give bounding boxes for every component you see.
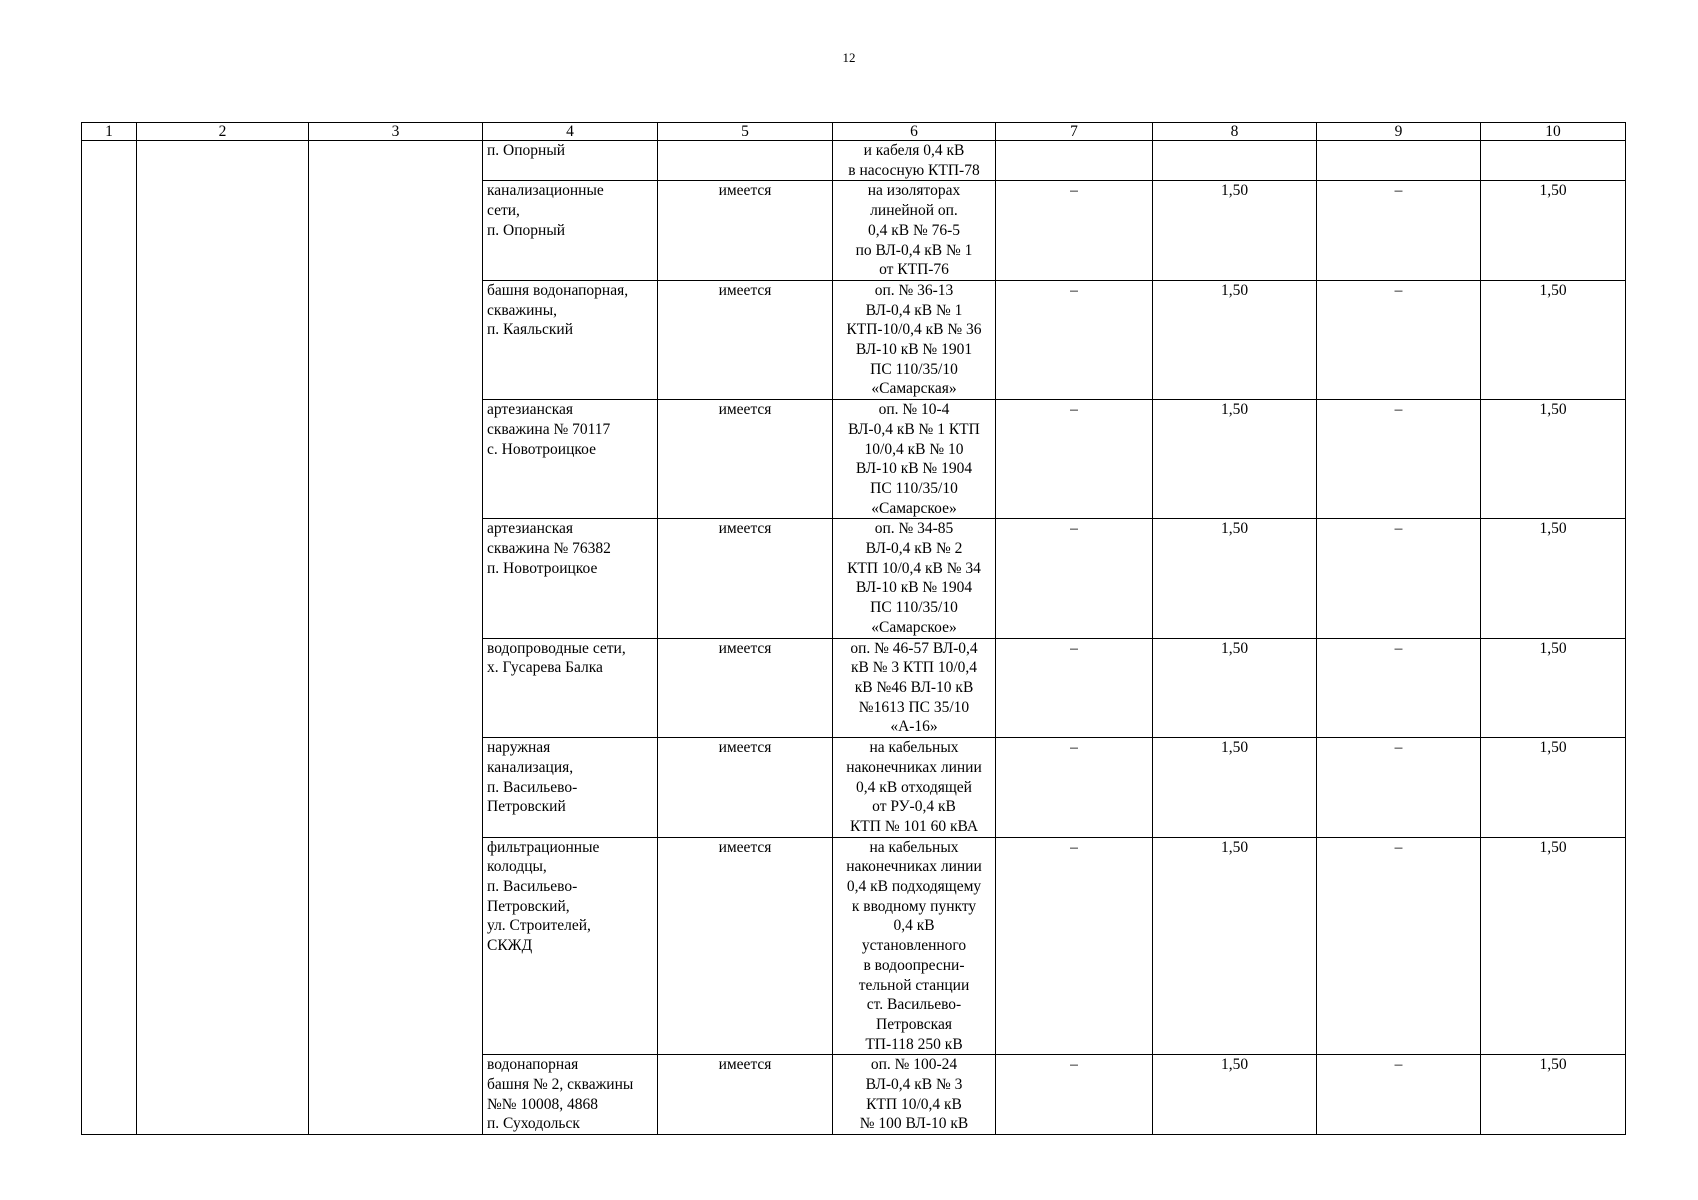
location-cell: п. Опорный xyxy=(483,141,658,181)
connection-point-cell: на изоляторах линейной оп. 0,4 кВ № 76-5 по ВЛ-0,4 кВ № 1 от КТП-76 xyxy=(833,181,996,281)
availability-cell: имеется xyxy=(658,400,833,519)
availability-cell xyxy=(658,141,833,181)
connection-point-cell: оп. № 34-85 ВЛ-0,4 кВ № 2 КТП 10/0,4 кВ № 34 ВЛ-10 кВ № 1904 ПС 110/35/10 «Самарское» xyxy=(833,519,996,638)
connection-point-cell: оп. № 10-4 ВЛ-0,4 кВ № 1 КТП 10/0,4 кВ № 10 ВЛ-10 кВ № 1904 ПС 110/35/10 «Самарское» xyxy=(833,400,996,519)
availability-cell: имеется xyxy=(658,837,833,1055)
col9-cell: – xyxy=(1317,638,1481,738)
location-cell: канализационные сети, п. Опорный xyxy=(483,181,658,281)
col10-cell: 1,50 xyxy=(1481,400,1626,519)
location-cell: фильтрационные колодцы, п. Васильево- Петровский, ул. Строителей, СКЖД xyxy=(483,837,658,1055)
col8-cell xyxy=(1153,141,1317,181)
column-header: 3 xyxy=(309,123,483,141)
col7-cell: – xyxy=(996,519,1153,638)
column-header: 10 xyxy=(1481,123,1626,141)
col10-cell: 1,50 xyxy=(1481,837,1626,1055)
col7-cell: – xyxy=(996,1055,1153,1135)
availability-cell: имеется xyxy=(658,638,833,738)
col7-cell: – xyxy=(996,280,1153,399)
col9-cell: – xyxy=(1317,1055,1481,1135)
connection-point-cell: оп. № 46-57 ВЛ-0,4 кВ № 3 КТП 10/0,4 кВ №46 ВЛ-10 кВ №1613 ПС 35/10 «А-16» xyxy=(833,638,996,738)
col7-cell: – xyxy=(996,638,1153,738)
col9-cell: – xyxy=(1317,837,1481,1055)
col10-cell: 1,50 xyxy=(1481,1055,1626,1135)
col10-cell: 1,50 xyxy=(1481,638,1626,738)
column-header: 8 xyxy=(1153,123,1317,141)
connection-point-cell: и кабеля 0,4 кВ в насосную КТП-78 xyxy=(833,141,996,181)
column-header: 1 xyxy=(82,123,137,141)
column-header: 9 xyxy=(1317,123,1481,141)
col9-cell xyxy=(1317,141,1481,181)
column-header: 6 xyxy=(833,123,996,141)
location-cell: водонапорная башня № 2, скважины №№ 10008, 4868 п. Суходольск xyxy=(483,1055,658,1135)
availability-cell: имеется xyxy=(658,280,833,399)
col9-cell: – xyxy=(1317,738,1481,838)
merged-cell-col3 xyxy=(309,141,483,1135)
connection-point-cell: оп. № 100-24 ВЛ-0,4 кВ № 3 КТП 10/0,4 кВ № 100 ВЛ-10 кВ xyxy=(833,1055,996,1135)
location-cell: артезианская скважина № 70117 с. Новотроицкое xyxy=(483,400,658,519)
col10-cell xyxy=(1481,141,1626,181)
col9-cell: – xyxy=(1317,181,1481,281)
col7-cell: – xyxy=(996,837,1153,1055)
location-cell: артезианская скважина № 76382 п. Новотроицкое xyxy=(483,519,658,638)
col10-cell: 1,50 xyxy=(1481,519,1626,638)
availability-cell: имеется xyxy=(658,1055,833,1135)
col8-cell: 1,50 xyxy=(1153,837,1317,1055)
data-table xyxy=(81,122,1626,1135)
location-cell: водопроводные сети, х. Гусарева Балка xyxy=(483,638,658,738)
col8-cell: 1,50 xyxy=(1153,1055,1317,1135)
availability-cell: имеется xyxy=(658,181,833,281)
col9-cell: – xyxy=(1317,280,1481,399)
col8-cell: 1,50 xyxy=(1153,280,1317,399)
col7-cell: – xyxy=(996,738,1153,838)
availability-cell: имеется xyxy=(658,738,833,838)
col9-cell: – xyxy=(1317,519,1481,638)
availability-cell: имеется xyxy=(658,519,833,638)
col8-cell: 1,50 xyxy=(1153,400,1317,519)
column-header: 4 xyxy=(483,123,658,141)
col8-cell: 1,50 xyxy=(1153,519,1317,638)
col10-cell: 1,50 xyxy=(1481,181,1626,281)
location-cell: башня водонапорная, скважины, п. Каяльский xyxy=(483,280,658,399)
column-header: 5 xyxy=(658,123,833,141)
table-row xyxy=(82,141,1626,181)
col7-cell: – xyxy=(996,400,1153,519)
col8-cell: 1,50 xyxy=(1153,738,1317,838)
merged-cell-col1 xyxy=(82,141,137,1135)
connection-point-cell: оп. № 36-13 ВЛ-0,4 кВ № 1 КТП-10/0,4 кВ № 36 ВЛ-10 кВ № 1901 ПС 110/35/10 «Самарская» xyxy=(833,280,996,399)
col10-cell: 1,50 xyxy=(1481,738,1626,838)
location-cell: наружная канализация, п. Васильево- Петровский xyxy=(483,738,658,838)
col7-cell xyxy=(996,141,1153,181)
col8-cell: 1,50 xyxy=(1153,181,1317,281)
page-number: 12 xyxy=(842,50,856,65)
col7-cell: – xyxy=(996,181,1153,281)
column-header: 7 xyxy=(996,123,1153,141)
col9-cell: – xyxy=(1317,400,1481,519)
column-header: 2 xyxy=(137,123,309,141)
merged-cell-col2 xyxy=(137,141,309,1135)
connection-point-cell: на кабельных наконечниках линии 0,4 кВ подходящему к вводному пункту 0,4 кВ установленного в водоопресни- тельной станции ст. Васильево- Петровская ТП-118 250 кВ xyxy=(833,837,996,1055)
col10-cell: 1,50 xyxy=(1481,280,1626,399)
connection-point-cell: на кабельных наконечниках линии 0,4 кВ отходящей от РУ-0,4 кВ КТП № 101 60 кВА xyxy=(833,738,996,838)
header-row xyxy=(82,123,1626,141)
col8-cell: 1,50 xyxy=(1153,638,1317,738)
